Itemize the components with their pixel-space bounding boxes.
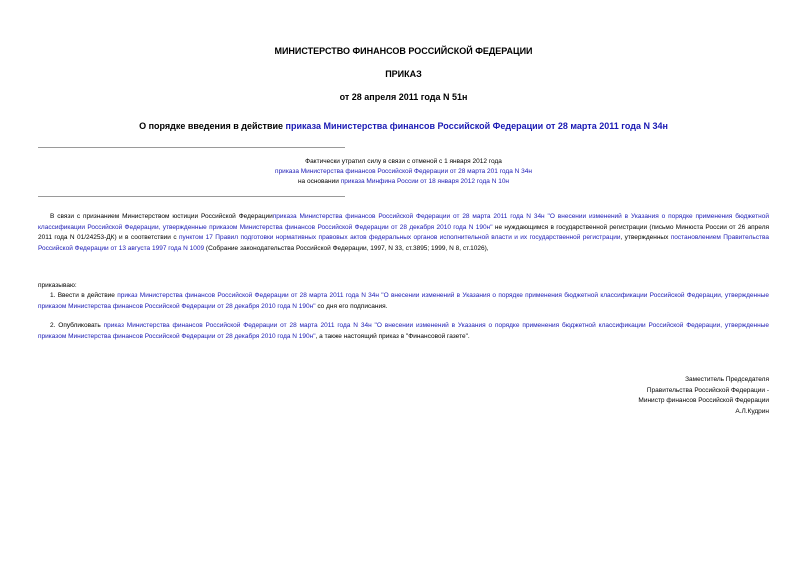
signature-line2: Правительства Российской Федерации - [646,386,769,394]
title-link[interactable]: приказа Министерства финансов Российской Федерации от 28 марта 2011 года N 34н [285,121,668,131]
preamble-link-order-34n[interactable]: приказа Министерства финансов Российской Федерации от 28 марта 2011 года N 34н "О внесении изменений в Указания о порядке применения бюджетной классификации Российской Федерации, утвержденные приказом Министерства финансов Российской Федерации от 28 декабря 2010 года N 190н" [38,213,769,231]
title-prefix: О порядке введения в действие [139,121,286,131]
preamble-text-b: не нуждающимся в государственной регистрации (письмо Минюста России от 26 апреля 2011 года N 01/24253-ДК) и в соответствии с [38,223,770,241]
preamble-text-d: (Собрание законодательства Российской Федерации, 1997, N 33, ст.3895; 1999, N 8, ст.1026), [204,244,489,252]
preamble-text-a: В связи с признанием Министерством юстиции Российской Федерации [50,213,273,220]
ministry-heading: МИНИСТЕРСТВО ФИНАНСОВ РОССИЙСКОЙ ФЕДЕРАЦИИ [274,46,533,56]
item1-text-b: со дня его подписания. [315,302,388,310]
signature-block [519,375,769,417]
order-word: приказываю: [38,282,77,289]
item2-text-a: 2. Опубликовать [50,322,104,329]
item2-link[interactable]: приказ Министерства финансов Российской Федерации от 28 марта 2011 года N 34н "О внесении изменений в Указания о порядке применения бюджетной классификации Российской Федерации, утвержденные приказом Министерства финансов Российской Федерации от 28 декабря 2010 года N 190н" [38,322,769,340]
signature-line3: Министр финансов Российской Федерации [638,397,769,404]
status-note-line1: Фактически утратил силу в связи с отменой с 1 января 2012 года [305,158,502,165]
item1-text-a: 1. Ввести в действие [50,292,118,299]
order-item-1 [38,291,769,312]
divider-top [38,147,345,148]
divider-bottom [38,196,345,197]
status-note-line3 [0,177,807,187]
signature-name: А.Л.Кудрин [735,407,769,415]
preamble-paragraph [38,212,769,254]
preamble-text-c: , утвержденных [620,234,671,241]
status-note-prefix: на основании [297,178,341,185]
doc-type-heading: ПРИКАЗ [385,69,422,79]
preamble-link-rules-p17[interactable]: пунктом 17 Правил подготовки нормативных правовых актов федеральных органов исполнительной власти и их государственной регистрации [179,234,621,241]
order-item-2 [38,321,769,342]
signature-line1: Заместитель Председателя [685,376,769,383]
document-title [0,121,807,131]
item2-text-b: , а также настоящий приказ в "Финансовой газете". [315,332,470,340]
preamble-link-decree-1009[interactable]: постановлением Правительства Российской Федерации от 13 августа 1997 года N 1009 [38,234,769,252]
date-number-heading: от 28 апреля 2011 года N 51н [339,92,468,102]
status-note-link1[interactable]: приказа Министерства финансов Российской Федерации от 28 марта 201 года N 34н [275,168,532,175]
status-note [0,157,807,187]
status-note-link2[interactable]: приказа Минфина России от 18 января 2012 года N 10н [340,178,510,185]
item1-link[interactable]: приказ Министерства финансов Российской Федерации от 28 марта 2011 года N 34н "О внесении изменений в Указания о порядке применения бюджетной классификации Российской Федерации, утвержденные приказом Министерства финансов Российской Федерации от 28 декабря 2010 года N 190н" [38,292,769,310]
